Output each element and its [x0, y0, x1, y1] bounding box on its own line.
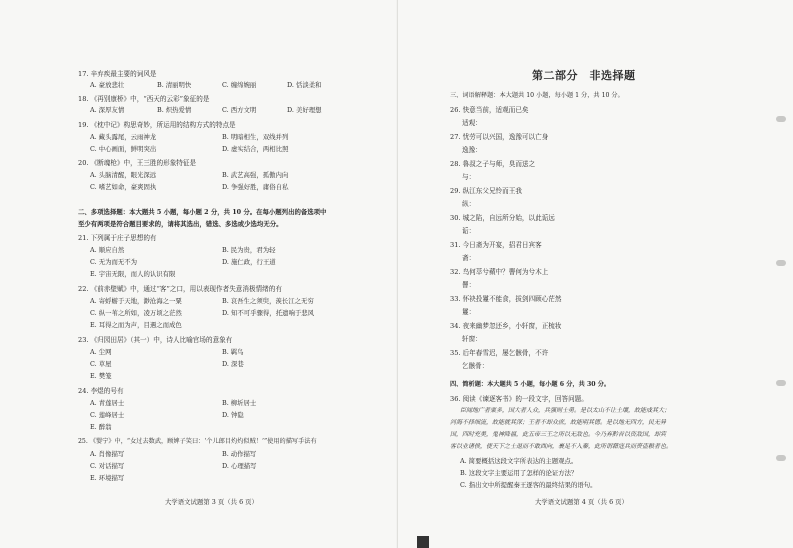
item-35-question: 35. 后年春雪迟，屡乞骸骨，不许 — [450, 349, 549, 357]
question-23-option-c: C. 草屋 — [90, 360, 112, 368]
passage-line-2: 河海不择细流，故能就其深；王者不却众庶，故能明其德。是以地无四方，民无异 — [450, 419, 667, 426]
question-25-option-e: E. 环境描写 — [90, 474, 125, 482]
item-26-answer: 适观： — [462, 119, 482, 127]
item-31-question: 31. 今日斋为开宴，招君日宾客 — [450, 241, 542, 249]
question-24-option-d: D. 钟隐 — [222, 411, 244, 419]
question-23-option-d: D. 深巷 — [222, 360, 244, 368]
question-20-option-c: C. 嗜艺如命，豪爽固执 — [90, 183, 157, 191]
question-23-option-e: E. 樊笼 — [90, 372, 112, 380]
question-24-option-b: B. 柳圻居士 — [222, 399, 257, 407]
question-18-option-d: D. 美好理想 — [287, 106, 322, 114]
item-33-question: 33. 怀袂投鬘不能食，拔剑四顾心茫然 — [450, 295, 562, 303]
binder-hole — [776, 260, 786, 266]
item-34-question: 34. 夜来幽梦忽还乡，小轩窗，正梳妆 — [450, 322, 562, 330]
question-22-option-c: C. 纵一苇之所如，凌万顷之茫然 — [90, 309, 182, 317]
question-19-option-c: C. 中心画面，鲜明突出 — [90, 145, 157, 153]
question-22-option-a: A. 寄蜉蝣于天地，渺沧海之一粟 — [90, 297, 182, 305]
item-27-answer: 逸豫： — [462, 146, 482, 154]
sub-question-a: A. 简要概括这段文字所表达的主题观点。 — [460, 457, 578, 465]
question-19-option-d: D. 虚实结合，两相比照 — [222, 145, 289, 153]
item-32-answer: 罾： — [462, 281, 476, 289]
question-25-stem: 25. 《婴宁》中，“女过去数武，顾婢子笑曰：‘个儿郎目灼灼似贼！’”使用的描写手法有 — [78, 438, 317, 445]
question-19-option-b: B. 明暗相生，双线并列 — [222, 133, 289, 141]
question-25-option-c: C. 对话描写 — [90, 462, 125, 470]
question-24-option-c: C. 莲峰居士 — [90, 411, 125, 419]
item-32-question: 32. 鸟何萃兮蘋中？罾何为兮木上 — [450, 268, 549, 276]
binder-hole — [776, 116, 786, 122]
section-3-heading: 三、词语解释题：本大题共 10 小题，每小题 1 分，共 10 分。 — [450, 92, 624, 99]
question-23-option-a: A. 尘网 — [90, 348, 112, 356]
sub-question-b: B. 这段文字主要运用了怎样的论证方法？ — [460, 469, 578, 477]
item-29-question: 29. 纵江东父兄怜而王我 — [450, 187, 522, 195]
section-2-heading-line1: 二、多项选择题：本大题共 5 小题，每小题 2 分，共 10 分。在每小题列出的备选项中 — [78, 208, 327, 216]
question-21-stem: 21. 下列属于庄子思想的有 — [78, 234, 157, 242]
question-23-option-b: B. 羁鸟 — [222, 348, 244, 356]
passage-line-4: 客以业诸侯，使天下之士退而不敢西向，裹足不入秦，此所谓藉寇兵而赍盗粮者也。 — [450, 443, 673, 450]
item-35-answer: 乞骸骨： — [462, 362, 489, 370]
item-27-question: 27. 忧劳可以兴国，逸豫可以亡身 — [450, 133, 549, 141]
question-22-option-d: D. 知不可乎骤得，托遗响于悲风 — [222, 309, 315, 317]
right-page — [397, 0, 793, 548]
question-18-stem: 18. 《再别康桥》中，“西天的云彩”象征的是 — [78, 95, 210, 103]
question-17-option-b: B. 清丽明快 — [157, 81, 192, 89]
question-17-option-a: A. 豪放悲壮 — [90, 81, 125, 89]
left-page-footer: 大学语文试题第 3 页（共 6 页） — [165, 498, 258, 506]
question-17-stem: 17. 辛弃疾最主要的词风是 — [78, 70, 157, 78]
question-23-stem: 23. 《归园田居》（其一）中，诗人比喻官场的意象有 — [78, 336, 233, 344]
section-4-heading: 四、简析题：本大题共 5 小题，每小题 6 分，共 30 分。 — [450, 381, 611, 388]
question-22-option-b: B. 哀吾生之须臾，羡长江之无穷 — [222, 297, 314, 305]
question-21-option-d: D. 施仁政，行王道 — [222, 258, 276, 266]
sub-question-c: C. 指出文中所提醒秦王逐客的最终结果的语句。 — [460, 481, 597, 489]
question-25-option-b: B. 动作描写 — [222, 450, 257, 458]
passage-line-1: 臣闻地广者粟多，国大者人众，兵强则士勇。是以太山不让土壤，故能成其大； — [460, 407, 671, 414]
question-17-option-c: C. 缠绵婉丽 — [222, 81, 257, 89]
section-2-heading-line2: 至少有两项是符合题目要求的，请将其选出，错选、多选或少选均无分。 — [78, 220, 283, 228]
question-21-option-a: A. 顺应自然 — [90, 246, 125, 254]
question-25-option-a: A. 肖像描写 — [90, 450, 125, 458]
question-20-stem: 20. 《断魂枪》中，王三胜的形象特征是 — [78, 159, 197, 167]
question-17-option-d: D. 恬淡柔和 — [287, 81, 322, 89]
item-33-answer: 鬘： — [462, 308, 476, 316]
item-30-answer: 诟： — [462, 227, 476, 235]
question-22-stem: 22. 《前赤壁赋》中，通过“客”之口，用以表现作者失意消极情绪的有 — [78, 285, 282, 293]
question-21-option-b: B. 民为贵，君为轻 — [222, 246, 276, 254]
item-31-answer: 斋： — [462, 254, 476, 262]
question-24-option-a: A. 青莲居士 — [90, 399, 125, 407]
question-21-option-e: E. 宇宙无限，而人的认识有限 — [90, 270, 176, 278]
question-21-option-c: C. 无为而无不为 — [90, 258, 138, 266]
item-34-answer: 轩窗： — [462, 335, 482, 343]
question-24-option-e: E. 醉翁 — [90, 423, 112, 431]
question-18-option-c: C. 西方文明 — [222, 106, 257, 114]
passage-line-3: 国，四时充美，鬼神降福，此五帝三王之所以无敌也。今乃弃黔首以资敌国，却宾 — [450, 431, 667, 438]
left-page — [0, 0, 396, 548]
question-36-stem: 36. 阅读《谏逐客书》的一段文字，回答问题。 — [450, 395, 588, 403]
question-20-option-d: D. 争强好胜，庸俗自私 — [222, 183, 289, 191]
question-18-option-b: B. 炽热爱情 — [157, 106, 192, 114]
binder-hole — [776, 380, 786, 386]
item-28-question: 28. 魯叔之子与师，臭而送之 — [450, 160, 536, 168]
right-page-footer: 大学语文试题第 4 页（共 6 页） — [535, 498, 628, 506]
question-25-option-d: D. 心理描写 — [222, 462, 257, 470]
question-20-option-b: B. 武艺高强，孤傲内向 — [222, 171, 289, 179]
question-19-stem: 19. 《枕中记》构思奇妙，所运用的结构方式的特点是 — [78, 121, 236, 129]
item-30-question: 30. 城之陷，自远所分始，以此诟远 — [450, 214, 555, 222]
question-20-option-a: A. 头脑清醒，眼光深远 — [90, 171, 157, 179]
item-26-question: 26. 快意当前，适观而已矣 — [450, 106, 529, 114]
question-18-option-a: A. 深厚友情 — [90, 106, 125, 114]
question-19-option-a: A. 藏头露尾，云雨神龙 — [90, 133, 157, 141]
binder-hole — [776, 455, 786, 461]
question-24-stem: 24. 李煜的号有 — [78, 387, 124, 395]
registration-mark — [417, 536, 429, 548]
item-29-answer: 纵： — [462, 200, 476, 208]
question-22-option-e: E. 耳得之而为声，目遇之而成色 — [90, 321, 182, 329]
item-28-answer: 与： — [462, 173, 476, 181]
part-two-title: 第二部分 非选择题 — [532, 69, 636, 82]
